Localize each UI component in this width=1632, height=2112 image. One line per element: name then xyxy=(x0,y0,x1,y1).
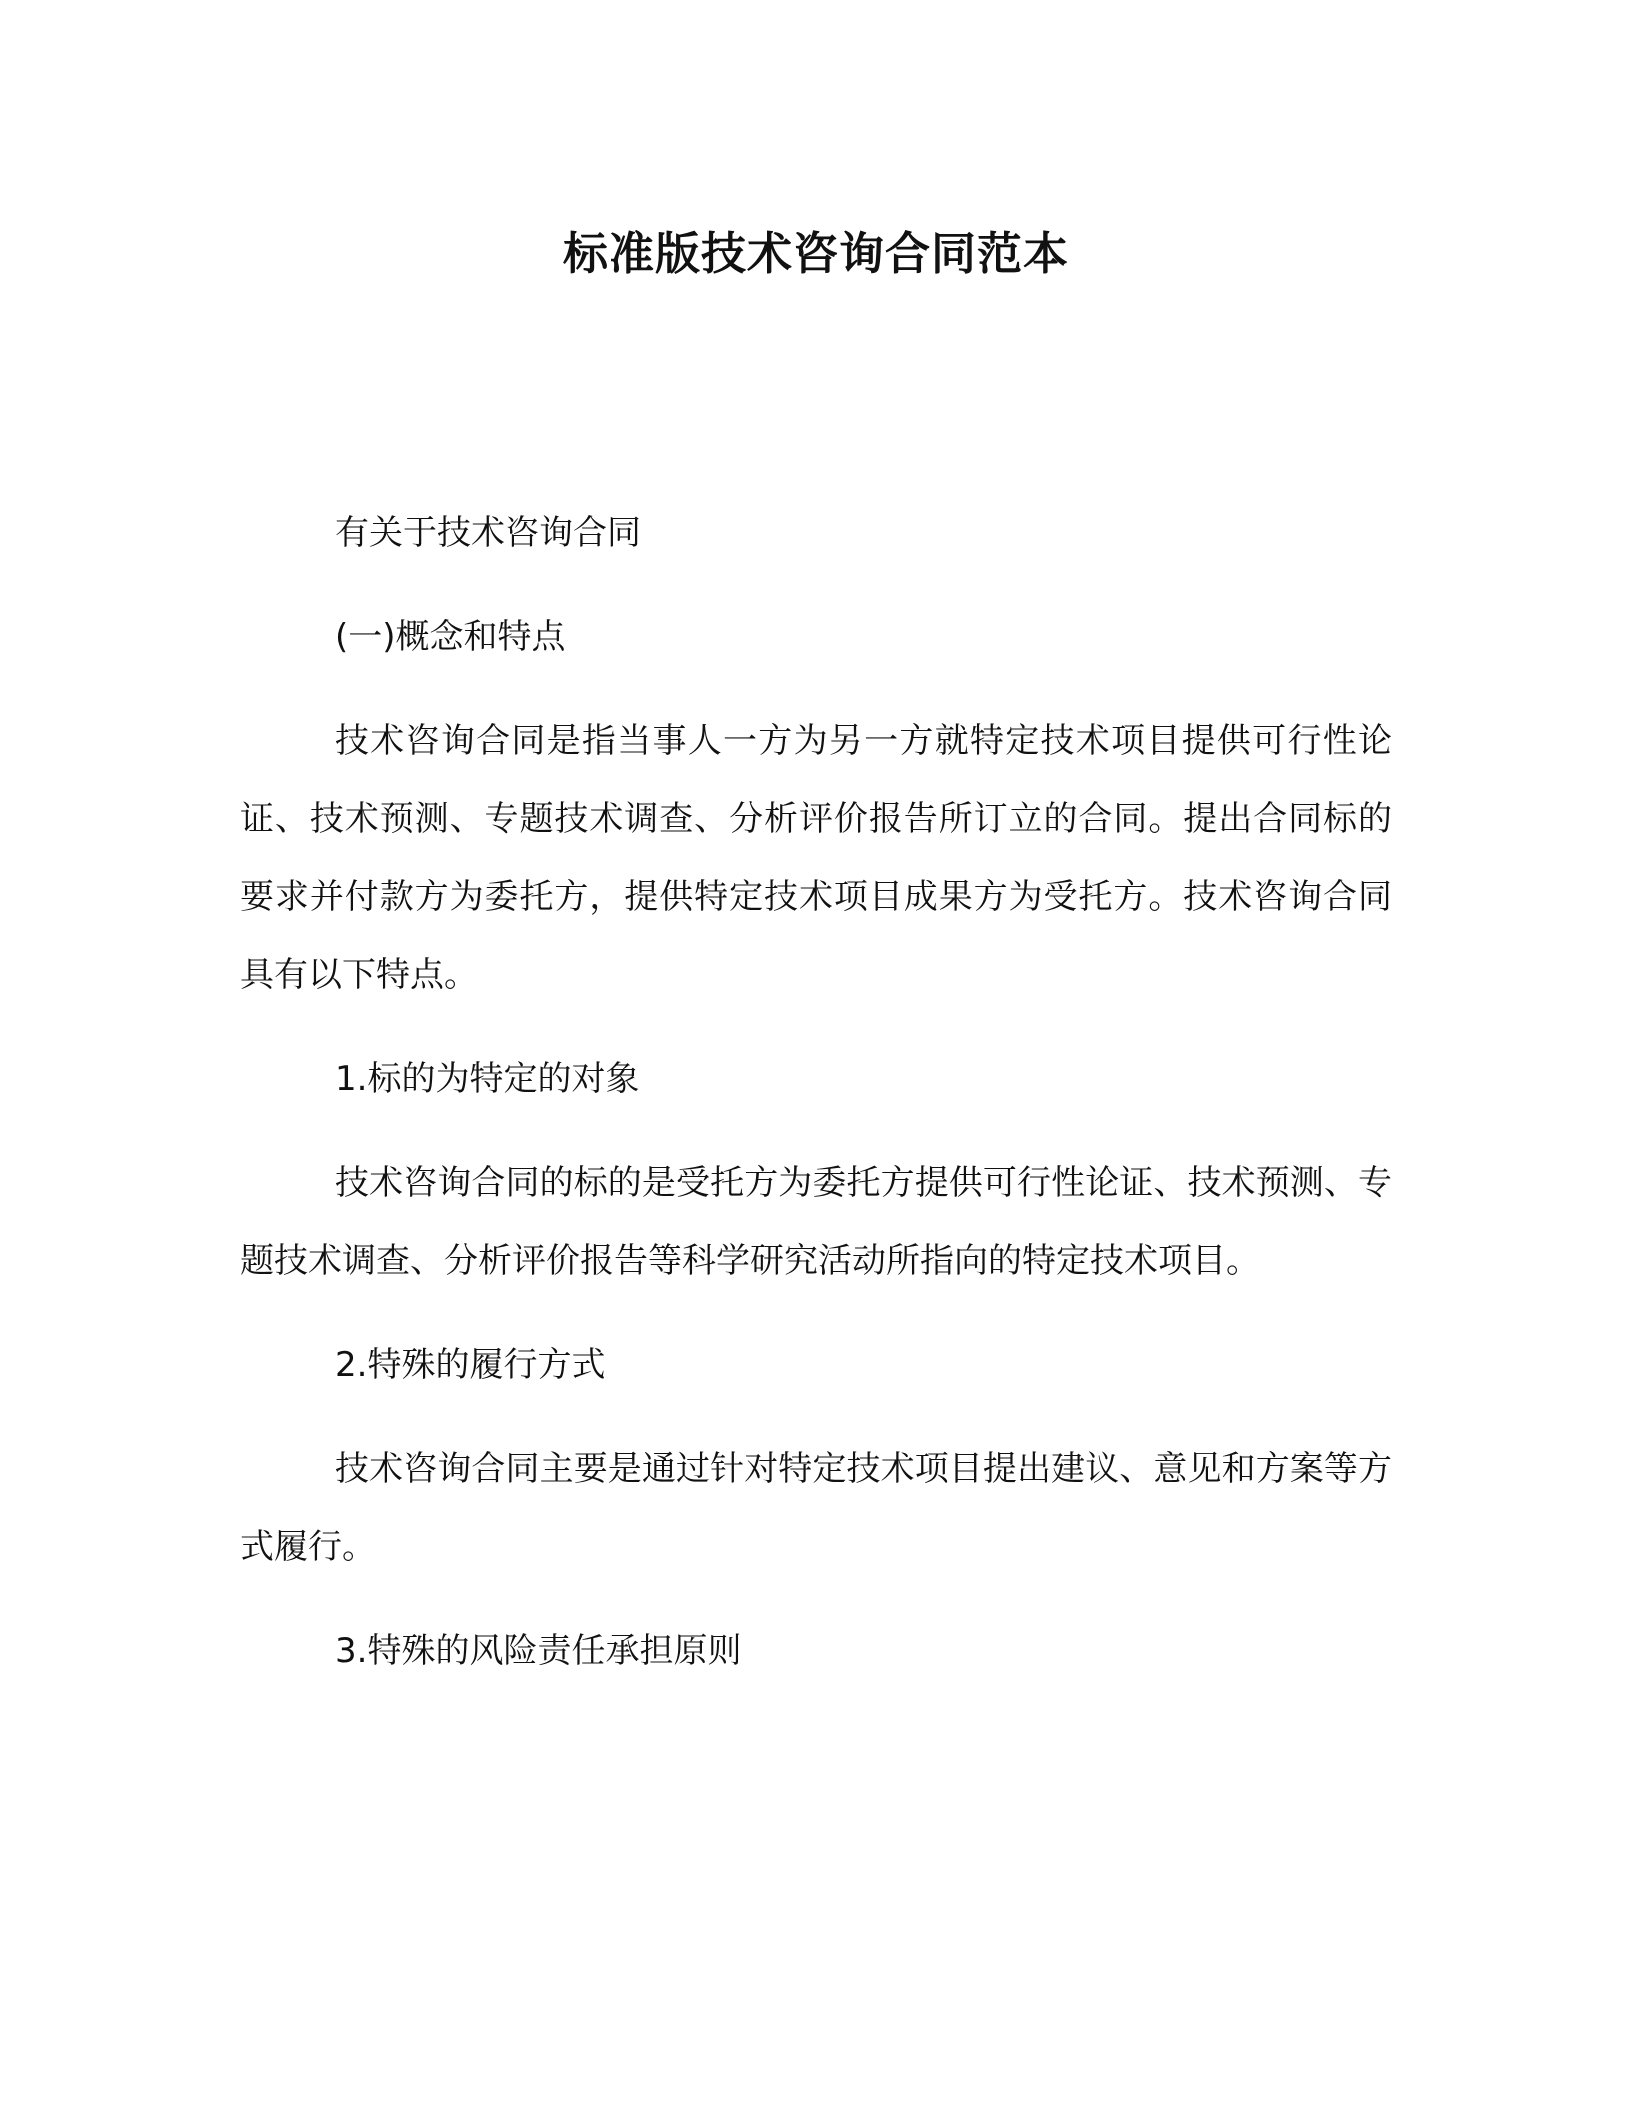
numbered-heading: 1.标的为特定的对象 xyxy=(335,1059,640,1099)
numbered-heading: 3.特殊的风险责任承担原则 xyxy=(335,1631,742,1671)
subsection-heading: (一)概念和特点 xyxy=(335,617,566,657)
document-title: 标准版技术咨询合同范本 xyxy=(562,227,1069,280)
numbered-heading: 2.特殊的履行方式 xyxy=(335,1345,606,1385)
body-paragraph: 技术咨询合同主要是通过针对特定技术项目提出建议、意见和方案等方式履行。 xyxy=(240,1449,1392,1567)
section-heading: 有关于技术咨询合同 xyxy=(335,513,641,553)
document-body xyxy=(240,494,1392,1716)
body-paragraph: 技术咨询合同的标的是受托方为委托方提供可行性论证、技术预测、专题技术调查、分析评价报告等科学研究活动所指向的特定技术项目。 xyxy=(240,1163,1392,1281)
body-paragraph: 技术咨询合同是指当事人一方为另一方就特定技术项目提供可行性论证、技术预测、专题技术调查、分析评价报告所订立的合同。提出合同标的要求并付款方为委托方，提供特定技术项目成果方为受托方。技术咨询合同具有以下特点。 xyxy=(240,721,1392,995)
